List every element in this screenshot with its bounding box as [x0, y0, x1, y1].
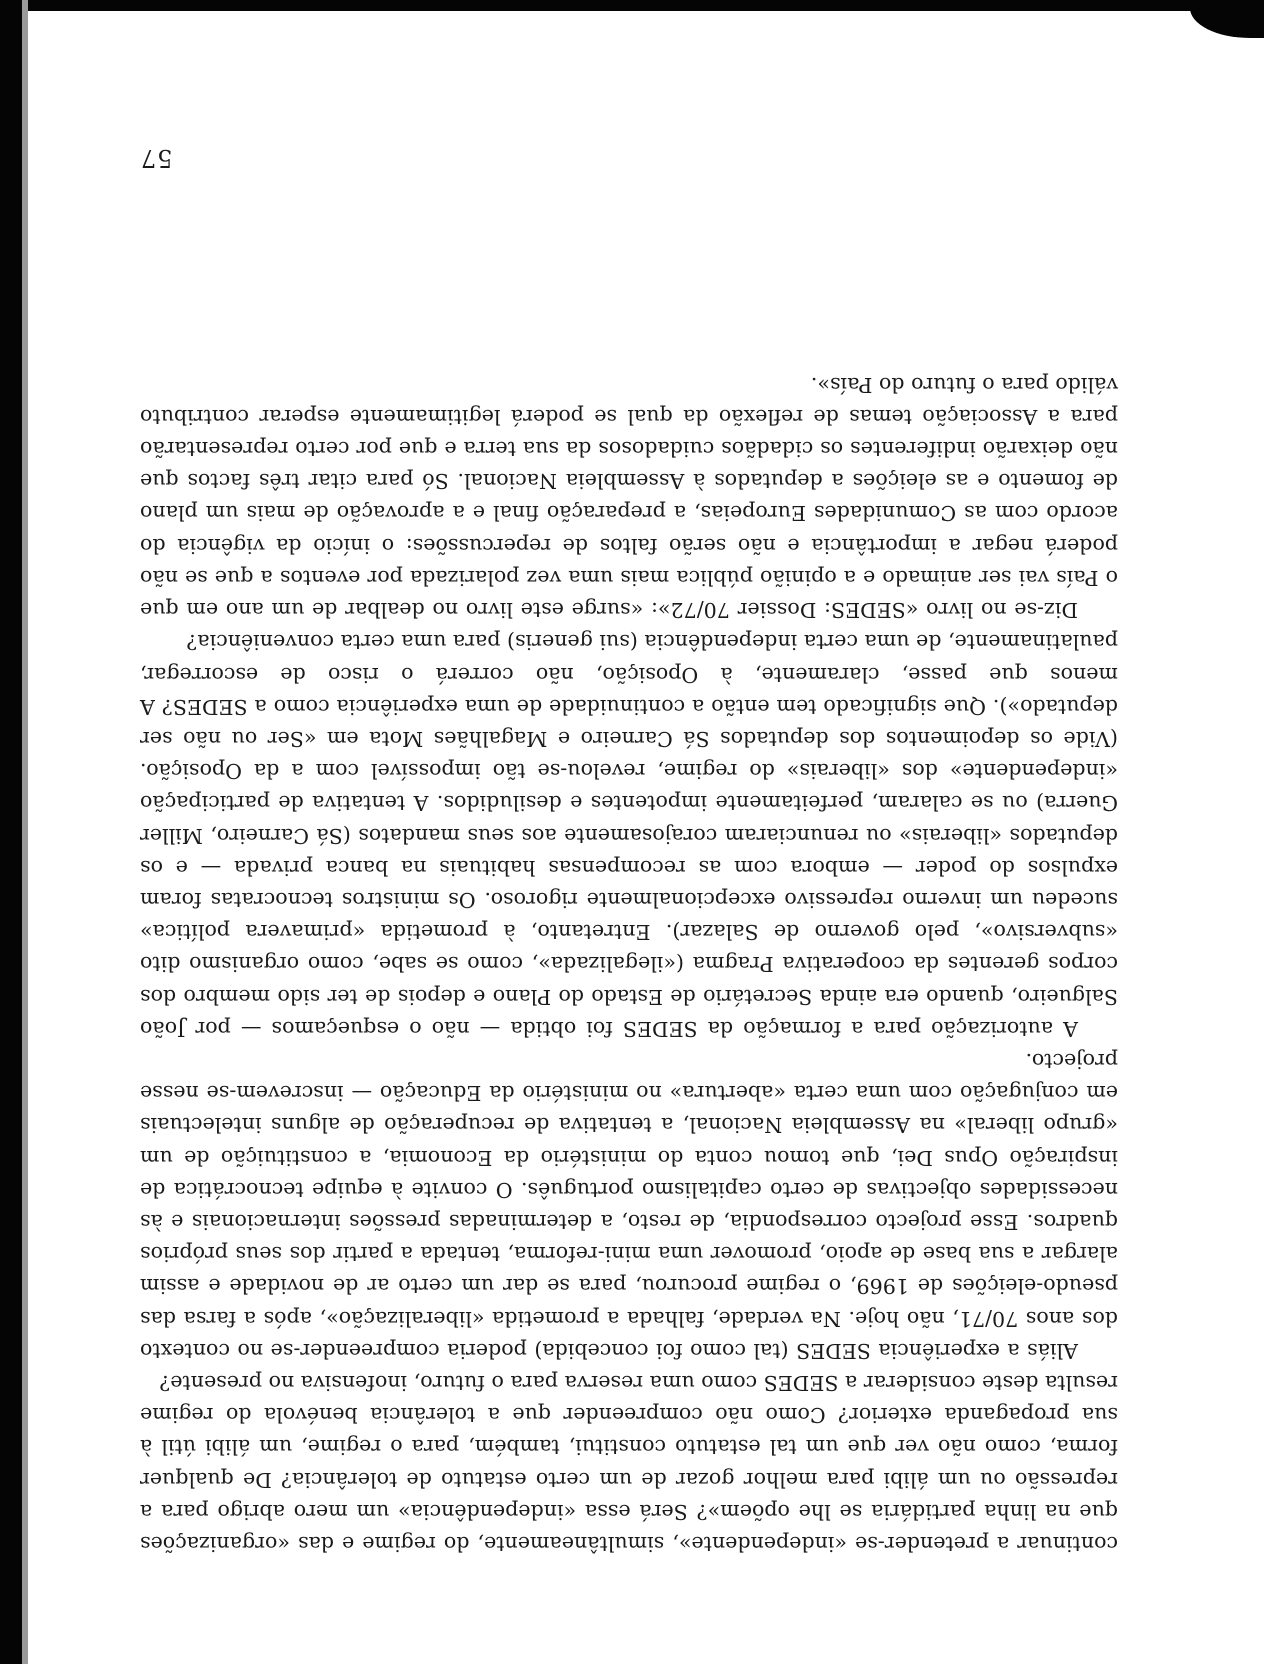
scan-corner [1190, 0, 1264, 38]
paragraph-1: continuar a pretender-se «independente», simultâneamente, do regime e das «organizações que na linha partidária se lhe opõem»? Será essa «independência» um mero abrigo para a repressão ou um álibi para melhor gozar de um certo estatuto de tolerância? De qualquer forma, como não ver que um tal estatuto constitui, também, para o regime, um álibi útil à sua propaganda exterior? Como não compreender que a tolerância benévola do regime resulta deste considerar a SEDES como uma reserva para o futuro, inofensiva no presente? [140, 1370, 1118, 1556]
page-number: 57 [140, 144, 173, 173]
paragraph-4: Diz-se no livro «SEDES: Dossier 70/72»: «surge este livro no dealbar de um ano em que o País vai ser animado e a opinião pública mais uma vez polarizada por eventos a que se não poderá negar a importância e não serão faltos de repercussões: o início da vigência do acordo com as Comunidades Europeias, a preparação final e a aprovação de mais um plano de fomento e as eleições a deputados à Assembleia Nacional. Só para citar três factos que não deixarão indiferentes os cidadãos cuidadosos da sua terra e que por certo representarão para a Associação temas de reflexão da qual se poderá legitimamente esperar contributo válido para o futuro do País». [140, 372, 1118, 623]
scan-border-left [0, 0, 22, 1664]
rotated-text-block [140, 120, 1118, 1560]
scan-border-top [0, 0, 1264, 11]
scan-border-shadow [22, 0, 28, 1664]
paragraph-2: Aliás a experiência SEDES (tal como foi concebida) poderia compreender-se no contexto dos anos 70/71, não hoje. Na verdade, falhada a prometida «liberalização», após a farsa das pseudo-eleições de 1969, o regime procurou, para se dar um certo ar de novidade e assim alargar a sua base de apoio, promover uma mini-reforma, tentada a partir dos seus próprios quadros. Esse projecto correspondia, de resto, a determinadas pressões internacionais e às necessidades objectivas de certo capitalismo português. O convite à equipe tecnocrática de inspiração Opus Dei, que tomou conta do ministério da Economia, a constituição de um «grupo liberal» na Assembleia Nacional, a tentativa de recuperação de alguns intelectuais em conjugação com uma certa «abertura» no ministério da Educação — inscrevem-se nesse projecto. [140, 1048, 1118, 1363]
paragraph-3: A autorização para a formação da SEDES foi obtida — não o esqueçamos — por João Salgueiro, quando era ainda Secretário de Estado do Plano e depois de ter sido membro dos corpos gerentes da cooperativa Pragma («ilegalizada», como se sabe, como organismo dito «subversivo», pelo governo de Salazar). Entretanto, à prometida «primavera política» sucedeu um inverno repressivo excepcionalmente rigoroso. Os ministros tecnocratas foram expulsos do poder — embora com as recompensas habituais na banca privada — e os deputados «liberais» ou renunciaram corajosamente aos seus mandatos (Sá Carneiro, Miller Guerra) ou se calaram, perfeitamente impotentes e desiludidos. A tentativa de participação «independente» dos «liberais» do regime, revelou-se tão impossível com a da Oposição. (Vide os depoimentos dos deputados Sá Carneiro e Magalhães Mota em «Ser ou não ser deputado»). Que significado tem então a continuidade de uma experiência como a SEDES? A menos que passe, claramente, à Oposição, não correrá o risco de escorregar, paulatinamente, de uma certa independência (sui generis) para uma certa conveniência? [140, 630, 1118, 1041]
